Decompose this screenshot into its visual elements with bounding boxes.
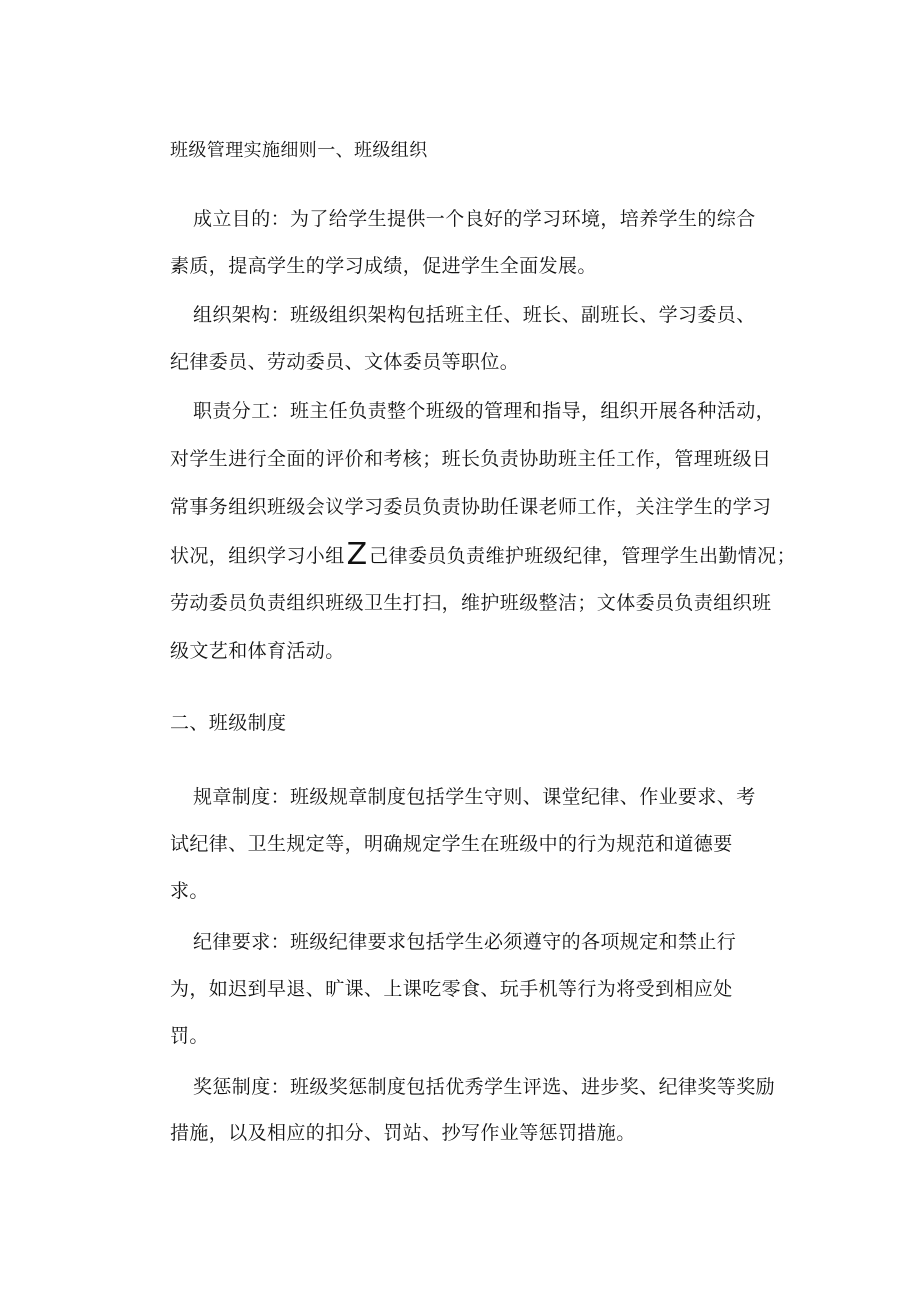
paragraph-discipline-line-2: 为，如迟到早退、旷课、上课吃零食、玩手机等行为将受到相应处: [170, 978, 733, 1000]
paragraph-structure-line-1: 组织架构：班级组织架构包括班主任、班长、副班长、学习委员、: [193, 304, 756, 326]
paragraph-rewards-line-1: 奖惩制度：班级奖惩制度包括优秀学生评选、进步奖、纪律奖等奖励: [193, 1076, 776, 1098]
paragraph-rules-line-2: 试纪律、卫生规定等，明确规定学生在班级中的行为规范和道德要: [170, 833, 733, 855]
paragraph-rules-line-1: 规章制度：班级规章制度包括学生守则、课堂纪律、作业要求、考: [193, 786, 756, 808]
duties-line-4-large-letter: Z: [346, 537, 368, 572]
paragraph-duties-line-2: 对学生进行全面的评价和考核；班长负责协助班主任工作，管理班级日: [170, 448, 772, 470]
paragraph-purpose-line-2: 素质，提高学生的学习成绩，促进学生全面发展。: [170, 255, 597, 277]
paragraph-discipline-line-1: 纪律要求：班级纪律要求包括学生必须遵守的各项规定和禁止行: [193, 931, 737, 953]
paragraph-duties-line-3: 常事务组织班级会议学习委员负责协助任课老师工作，关注学生的学习: [170, 496, 772, 518]
paragraph-rules-line-3: 求。: [170, 880, 209, 902]
paragraph-duties-line-5: 劳动委员负责组织班级卫生打扫，维护班级整洁；文体委员负责组织班: [170, 592, 772, 614]
document-title: 班级管理实施细则一、班级组织: [170, 140, 428, 161]
paragraph-structure-line-2: 纪律委员、劳动委员、文体委员等职位。: [170, 351, 520, 373]
section-2-heading: 二、班级制度: [170, 712, 287, 734]
duties-line-4-start: 状况，组织学习小组: [170, 545, 345, 567]
duties-line-4-end: 己律委员负责维护班级纪律，管理学生出勤情况；: [369, 545, 796, 567]
paragraph-duties-line-4: [170, 537, 796, 572]
paragraph-duties-line-1: 职责分工：班主任负责整个班级的管理和指导，组织开展各种活动，: [193, 400, 776, 422]
paragraph-rewards-line-2: 措施，以及相应的扣分、罚站、抄写作业等惩罚措施。: [170, 1122, 636, 1144]
paragraph-discipline-line-3: 罚。: [170, 1025, 209, 1047]
paragraph-purpose-line-1: 成立目的：为了给学生提供一个良好的学习环境，培养学生的综合: [193, 208, 756, 230]
paragraph-duties-line-6: 级文艺和体育活动。: [170, 640, 345, 662]
